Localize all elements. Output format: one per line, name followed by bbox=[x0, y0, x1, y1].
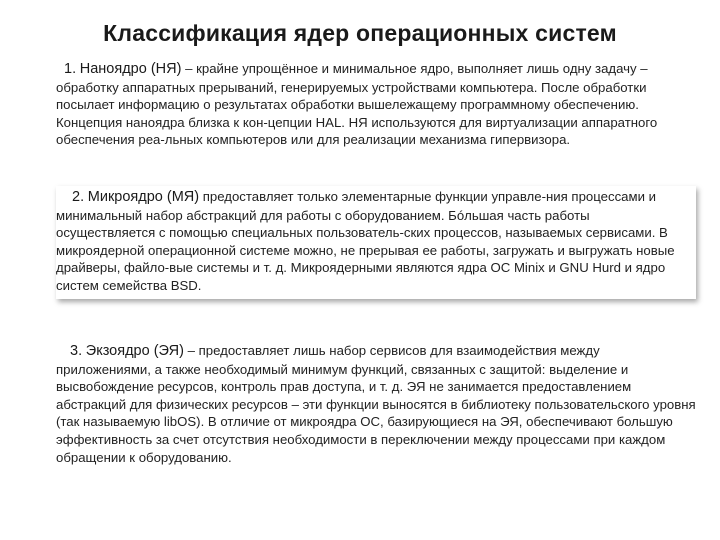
slide-title: Классификация ядер операционных систем bbox=[103, 20, 617, 46]
section-term: Наноядро (НЯ) bbox=[79, 61, 182, 77]
section-microkernel bbox=[56, 186, 696, 299]
section-number: 3. bbox=[70, 343, 83, 359]
section-term: Экзоядро (ЭЯ) bbox=[85, 343, 184, 359]
section-text: – крайне упрощённое и минимальное ядро, выполняет лишь одну задачу – обработку аппаратных прерываний, генерируемых устройствами компьютера. После обработки посылает информацию о результатах обработки вышележащему программному обеспечению. Концепция наноядра близка к кон-цепции HAL. НЯ используются для виртуализации аппаратного обеспечения реа-льных компьютеров или для реализации механизма гипервизора. bbox=[56, 61, 658, 148]
section-exokernel bbox=[56, 342, 696, 466]
section-number: 2. bbox=[72, 189, 85, 205]
section-text: – предоставляет лишь набор сервисов для взаимодействия между приложениями, а также необходимый минимум функций, связанных с защитой: выделение и высвобождение ресурсов, контроль прав доступа, и т. д. ЭЯ не занимается предоставлением абстракций для физических ресурсов – эти функции выносятся в библиотеку пользовательского уровня (так называемую libOS). В отличие от микроядра ОС, базирующиеся на ЭЯ, обеспечивают большую эффективность за счет отсутствия необходимости в переключении между процессами при каждом обращении к оборудованию. bbox=[56, 343, 696, 465]
section-term: Микроядро (МЯ) bbox=[87, 189, 200, 205]
section-nanokernel bbox=[56, 60, 696, 149]
section-text: предоставляет только элементарные функции управле-ния процессами и минимальный набор абстракций для работы с оборудованием. Бóльшая часть работы осуществляется с помощью специальных пользователь-ских процессов, называемых сервисами. В микроядерной операционной системе можно, не прерывая ее работы, загружать и выгружать новые драйверы, файло-вые системы и т. д. Микроядерными являются ядра ОС Minix и GNU Hurd и ядро систем семейства BSD. bbox=[56, 189, 675, 293]
section-number: 1. bbox=[64, 61, 77, 77]
